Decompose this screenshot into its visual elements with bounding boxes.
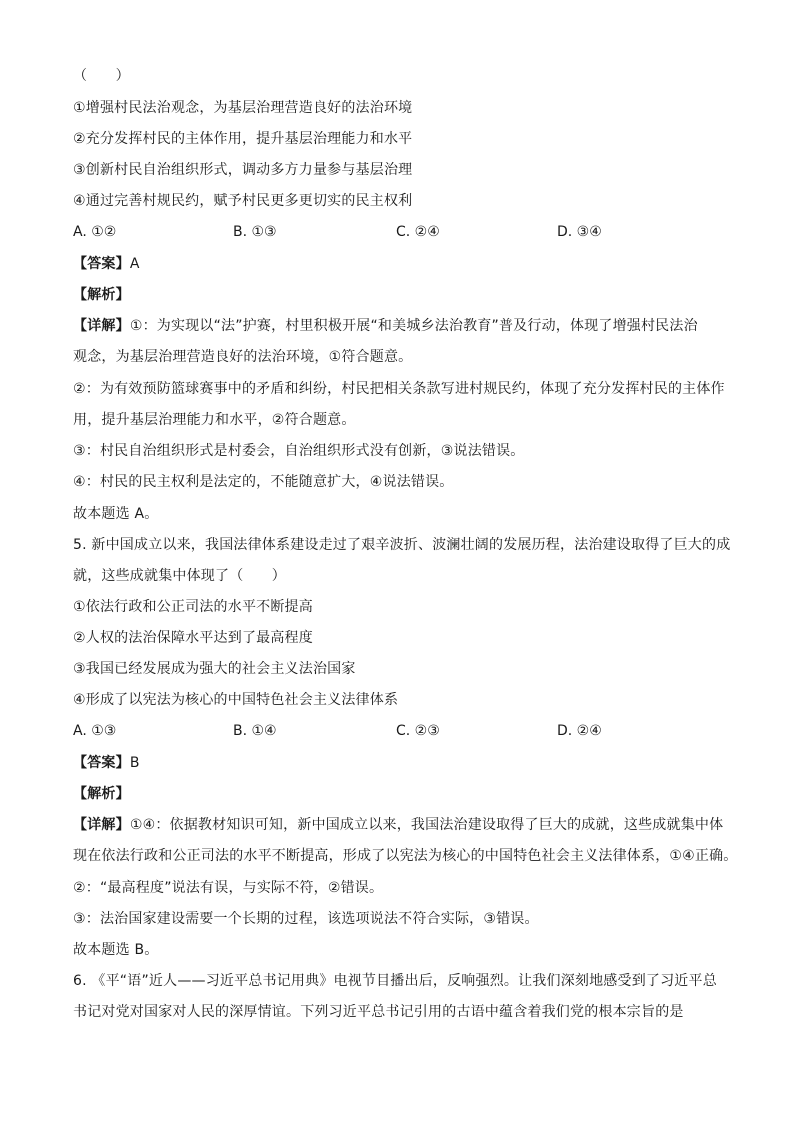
q4-choice-c: C. ②④ (396, 224, 440, 240)
q4-answer-label: 【答案】 (73, 256, 130, 272)
q5-detail-line-2: 现在依法行政和公正司法的水平不断提高，形成了以宪法为核心的中国特色社会主义法律体系，①④正确。 (73, 848, 738, 864)
q5-choice-a: A. ①③ (73, 723, 117, 739)
q5-detail-line-3: ②：“最高程度”说法有误，与实际不符，②错误。 (73, 880, 384, 896)
q4-option-3: ③创新村民自治组织形式，调动多方力量参与基层治理 (73, 162, 413, 178)
q4-analysis-label: 【解析】 (73, 287, 130, 303)
q5-answer-value: B (129, 755, 140, 771)
q4-stem-tail: （ ） (73, 68, 130, 84)
q4-option-2: ②充分发挥村民的主体作用，提升基层治理能力和水平 (73, 131, 413, 147)
q5-answer-line (73, 753, 140, 773)
q5-choice-c: C. ②③ (396, 723, 440, 739)
q6-stem-line-2: 书记对党对国家对人民的深厚情谊。下列习近平总书记引用的古语中蕴含着我们党的根本宗旨的是 (73, 1004, 684, 1020)
q5-detail-line-1 (73, 815, 723, 835)
q5-choice-d: D. ②④ (557, 723, 602, 739)
q4-choice-d: D. ③④ (557, 224, 602, 240)
q4-choice-a: A. ①② (73, 224, 117, 240)
q5-choice-b: B. ①④ (233, 723, 277, 739)
q5-stem-line-2: 就，这些成就集中体现了（ ） (73, 568, 286, 584)
q4-conclusion: 故本题选 A。 (73, 506, 159, 522)
q4-answer-line (73, 254, 140, 274)
q5-option-1: ①依法行政和公正司法的水平不断提高 (73, 599, 313, 615)
q4-detail-line-4: 用，提升基层治理能力和水平，②符合题意。 (73, 412, 356, 428)
q4-option-4: ④通过完善村规民约，赋予村民更多更切实的民主权利 (73, 193, 413, 209)
q4-option-1: ①增强村民法治观念，为基层治理营造良好的法治环境 (73, 100, 413, 116)
q5-detail-label: 【详解】 (73, 817, 130, 833)
q4-detail-line-2: 观念，为基层治理营造良好的法治环境，①符合题意。 (73, 349, 413, 365)
q5-conclusion: 故本题选 B。 (73, 942, 159, 958)
q4-choice-b: B. ①③ (233, 224, 277, 240)
q5-stem-line-1: 5. 新中国成立以来，我国法律体系建设走过了艰辛波折、波澜壮阔的发展历程，法治建设取得了巨大的成 (73, 537, 731, 553)
q5-detail-line-4: ③：法治国家建设需要一个长期的过程，该选项说法不符合实际，③错误。 (73, 911, 539, 927)
q5-analysis-label: 【解析】 (73, 786, 130, 802)
q5-answer-label: 【答案】 (73, 755, 130, 771)
q5-option-4: ④形成了以宪法为核心的中国特色社会主义法律体系 (73, 692, 399, 708)
q4-detail-line-6: ④：村民的民主权利是法定的，不能随意扩大，④说法错误。 (73, 474, 454, 490)
q4-detail-label: 【详解】 (73, 318, 130, 334)
q5-option-2: ②人权的法治保障水平达到了最高程度 (73, 630, 313, 646)
q5-detail-text-1: ①④：依据教材知识可知，新中国成立以来，我国法治建设取得了巨大的成就，这些成就集中体 (129, 817, 724, 833)
q4-answer-value: A (129, 256, 140, 272)
q4-detail-line-1 (73, 316, 698, 336)
q4-detail-line-3: ②：为有效预防篮球赛事中的矛盾和纠纷，村民把相关条款写进村规民约，体现了充分发挥村民的主体作 (73, 381, 725, 397)
q4-detail-line-5: ③：村民自治组织形式是村委会，自治组织形式没有创新，③说法错误。 (73, 443, 525, 459)
q5-option-3: ③我国已经发展成为强大的社会主义法治国家 (73, 661, 356, 677)
q6-stem-line-1: 6. 《平“语”近人——习近平总书记用典》电视节目播出后，反响强烈。让我们深刻地感受到了习近平总 (73, 973, 717, 989)
q4-detail-text-1: ①：为实现以“法”护赛，村里积极开展“和美城乡法治教育”普及行动，体现了增强村民法治 (129, 318, 698, 334)
